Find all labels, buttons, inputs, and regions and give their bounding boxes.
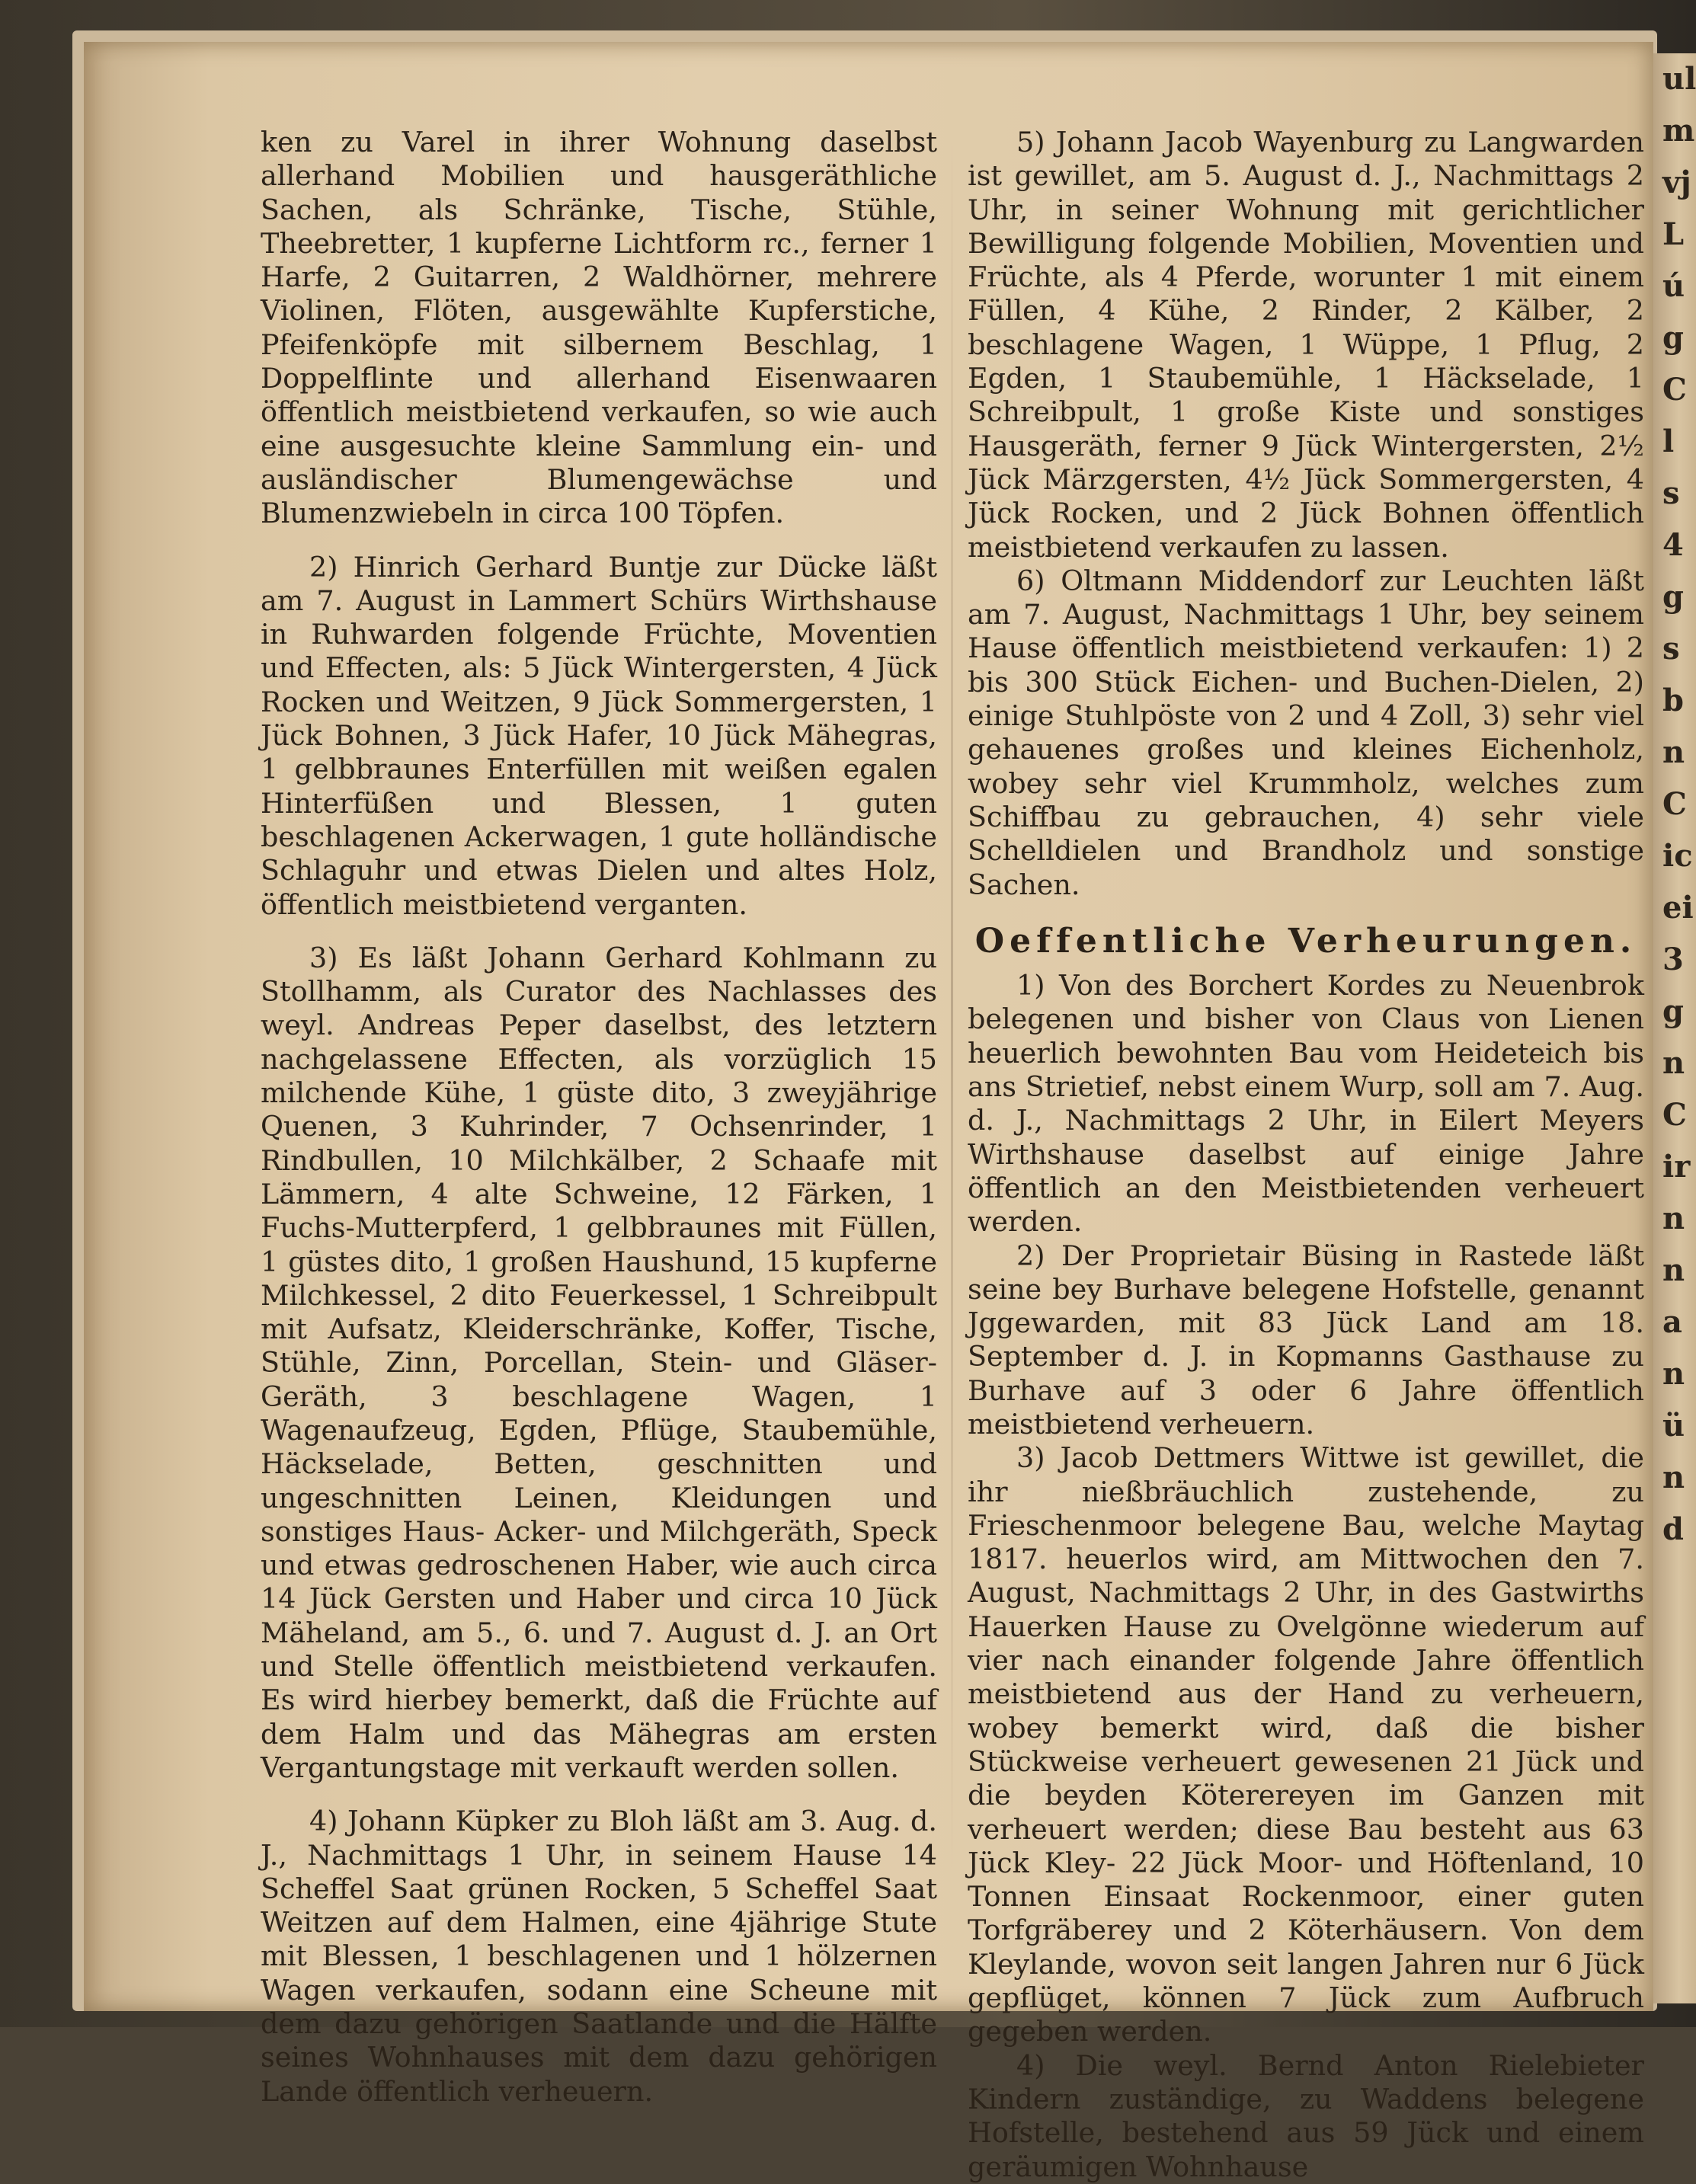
facing-page-glyph: n — [1662, 1201, 1685, 1236]
facing-page-glyph: n — [1662, 1460, 1685, 1495]
section-heading: Oeffentliche Verheurungen. — [974, 921, 1637, 961]
facing-page-glyph: g — [1662, 579, 1684, 615]
facing-page-glyph: C — [1662, 1097, 1687, 1133]
lease-notice-1: 1) Von des Borchert Kordes zu Neuenbrok belegenen und bisher von Claus von Lienen heuerlich bewohnten Bau vom Heideteich bis ans Strietief, nebst einem Wurp, soll am 7. Aug. d. J., Nachmittags 2 Uhr, in Eilert Meyers Wirthshause daselbst auf einige Jahre öffentlich an den Meistbietenden verheuert werden. — [968, 969, 1644, 1239]
right-column — [968, 126, 1644, 2184]
facing-page-glyph: s — [1662, 631, 1680, 667]
facing-page-glyph: b — [1662, 683, 1684, 718]
facing-page-glyph: C — [1662, 786, 1687, 822]
facing-page-glyph: ir — [1662, 1149, 1691, 1185]
facing-page-glyph: g — [1662, 993, 1684, 1029]
auction-notice-continued: ken zu Varel in ihrer Wohnung daselbst allerhand Mobilien und hausgeräthliche Sachen, als Schränke, Tische, Stühle, Theebretter, 1 kupferne Lichtform rc., ferner 1 Harfe, 2 Guitarren, 2 Waldhörner, mehrere Violinen, Flöten, ausgewählte Kupferstiche, Pfeifenköpfe mit silbernem Beschlag, 1 Doppelflinte und allerhand Eisenwaaren öffentlich meistbietend verkaufen, so wie auch eine ausgesuchte kleine Sammlung ein- und ausländischer Blumengewächse und Blumenzwiebeln in circa 100 Töpfen. — [261, 126, 937, 530]
lease-notice-4: 4) Die weyl. Bernd Anton Rielebieter Kindern zuständige, zu Waddens belegene Hofstelle, bestehend aus 59 Jück und einem geräumigen Wohnhause — [968, 2048, 1644, 2183]
facing-page-glyph: s — [1662, 475, 1680, 511]
auction-notice-5: 5) Johann Jacob Wayenburg zu Langwarden ist gewillet, am 5. August d. J., Nachmittags 2 Uhr, in seiner Wohnung mit gerichtlicher Bewilligung folgende Mobilien, Moventien und Früchte, als 4 Pferde, worunter 1 mit einem Füllen, 4 Kühe, 2 Rinder, 2 Kälber, 2 beschlagene Wagen, 1 Wüppe, 1 Pflug, 2 Egden, 1 Staubemühle, 1 Häckselade, 1 Schreibpult, 1 große Kiste und sonstiges Hausgeräth, ferner 9 Jück Wintergersten, 2½ Jück Märzgersten, 4½ Jück Sommergersten, 4 Jück Rocken, und 2 Jück Bohnen öffentlich meistbietend verkaufen zu lassen. — [968, 126, 1644, 564]
facing-page-glyph: n — [1662, 1356, 1685, 1392]
facing-page-glyph: ei — [1662, 890, 1694, 926]
lease-notice-2: 2) Der Proprietair Büsing in Rastede läßt seine bey Burhave belegene Hofstelle, genannt Jggewarden, mit 83 Jück Land am 18. September d. J. in Kopmanns Gasthause zu Burhave auf 3 oder 6 Jahre öffentlich meistbietend verheuern. — [968, 1239, 1644, 1441]
auction-notice-4: 4) Johann Küpker zu Bloh läßt am 3. Aug. d. J., Nachmittags 1 Uhr, in seinem Hause 14 Scheffel Saat grünen Rocken, 5 Scheffel Saat Weitzen auf dem Halmen, eine 4jährige Stute mit Blessen, 1 beschlagenen und 1 hölzernen Wagen verkaufen, sodann eine Scheune mit dem dazu gehörigen Saatlande und die Hälfte seines Wohnhauses mit dem dazu gehörigen Lande öffentlich verheuern. — [261, 1805, 937, 2108]
facing-page-glyph: C — [1662, 372, 1687, 408]
facing-page-glyph: vj — [1662, 165, 1691, 200]
facing-page-glyph: 4 — [1662, 527, 1684, 563]
facing-page-glyph: a — [1662, 1304, 1682, 1340]
auction-notice-6: 6) Oltmann Middendorf zur Leuchten läßt am 7. August, Nachmittags 1 Uhr, bey seinem Hause öffentlich meistbietend verkaufen: 1) 2 bis 300 Stück Eichen- und Buchen-Dielen, 2) einige Stuhlpöste von 2 und 4 Zoll, 3) sehr viel gehauenes großes und kleines Eichenholz, wobey sehr viel Krummholz, welches zum Schiffbau zu gebrauchen, 4) sehr viele Schelldielen und Brandholz und sonstige Sachen. — [968, 564, 1644, 901]
auction-notice-3: 3) Es läßt Johann Gerhard Kohlmann zu Stollhamm, als Curator des Nachlasses des weyl. Andreas Peper daselbst, des letztern nachgelassene Effecten, als vorzüglich 15 milchende Kühe, 1 güste dito, 3 zweyjährige Quenen, 3 Kuhrinder, 7 Ochsenrinder, 1 Rindbullen, 10 Milchkälber, 2 Schaafe mit Lämmern, 4 alte Schweine, 12 Färken, 1 Fuchs-Mutterpferd, 1 gelbbraunes mit Füllen, 1 güstes dito, 1 großen Haushund, 15 kupferne Milchkessel, 2 dito Feuerkessel, 1 Schreibpult mit Aufsatz, Kleiderschränke, Koffer, Tische, Stühle, Zinn, Porcellan, Stein- und Gläser-Geräth, 3 beschlagene Wagen, 1 Wagenaufzeug, Egden, Pflüge, Staubemühle, Häckselade, Betten, geschnitten und ungeschnitten Leinen, Kleidungen und sonstiges Haus- Acker- und Milchgeräth, Speck und etwas gedroschenen Haber, wie auch circa 14 Jück Gersten und Haber und circa 10 Jück Mäheland, am 5., 6. und 7. August d. J. an Ort und Stelle öffentlich meistbietend verkaufen. Es wird hierbey bemerkt, daß die Früchte auf dem Halm und das Mähegras am ersten Vergantungstage mit verkauft werden sollen. — [261, 941, 937, 1784]
facing-page-glyph: m — [1662, 113, 1695, 149]
column-divider — [951, 130, 953, 1882]
facing-page-glyph: n — [1662, 1252, 1685, 1288]
facing-page-glyph: n — [1662, 734, 1685, 770]
facing-page-glyph: d — [1662, 1511, 1684, 1547]
auction-notice-2: 2) Hinrich Gerhard Buntje zur Dücke läßt am 7. August in Lammert Schürs Wirthshause in Ruhwarden folgende Früchte, Moventien und Effecten, als: 5 Jück Wintergersten, 4 Jück Rocken und Weitzen, 9 Jück Sommergersten, 1 Jück Bohnen, 3 Jück Hafer, 10 Jück Mähegras, 1 gelbbraunes Enterfüllen mit weißen egalen Hinterfüßen und Blessen, 1 guten beschlagenen Ackerwagen, 1 gute holländische Schlaguhr und etwas Dielen und altes Holz, öffentlich meistbietend verganten. — [261, 550, 937, 921]
left-column — [261, 126, 937, 2109]
facing-page-glyph: ü — [1662, 1408, 1685, 1444]
facing-page-glyph: L — [1662, 216, 1685, 252]
facing-page-fragment — [1653, 53, 1696, 2003]
facing-page-glyph: ú — [1662, 268, 1685, 304]
facing-page-glyph: n — [1662, 1045, 1685, 1081]
lease-notice-3: 3) Jacob Dettmers Wittwe ist gewillet, die ihr nießbräuchlich zustehende, zu Frieschenmoor belegene Bau, welche Maytag 1817. heuerlos wird, am Mittwochen den 7. August, Nachmittags 2 Uhr, in des Gastwirths Hauerken Hause zu Ovelgönne wiederum auf vier nach einander folgende Jahre öffentlich meistbietend aus der Hand zu verheuern, wobey bemerkt wird, daß die bisher Stückweise verheuert gewesenen 21 Jück und die beyden Köterereyen im Ganzen mit verheuert werden; diese Bau besteht aus 63 Jück Kley- 22 Jück Moor- und Höftenland, 10 Tonnen Einsaat Rockenmoor, einer guten Torfgräberey und 2 Köterhäusern. Von dem Kleylande, wovon seit langen Jahren nur 6 Jück gepflüget, können 7 Jück zum Aufbruch gegeben werden. — [968, 1441, 1644, 2048]
facing-page-glyph: l — [1662, 424, 1675, 459]
facing-page-glyph: ic — [1662, 838, 1693, 874]
facing-page-glyph: ul — [1662, 61, 1696, 97]
facing-page-glyph: 3 — [1662, 942, 1684, 977]
facing-page-glyph: g — [1662, 320, 1684, 356]
